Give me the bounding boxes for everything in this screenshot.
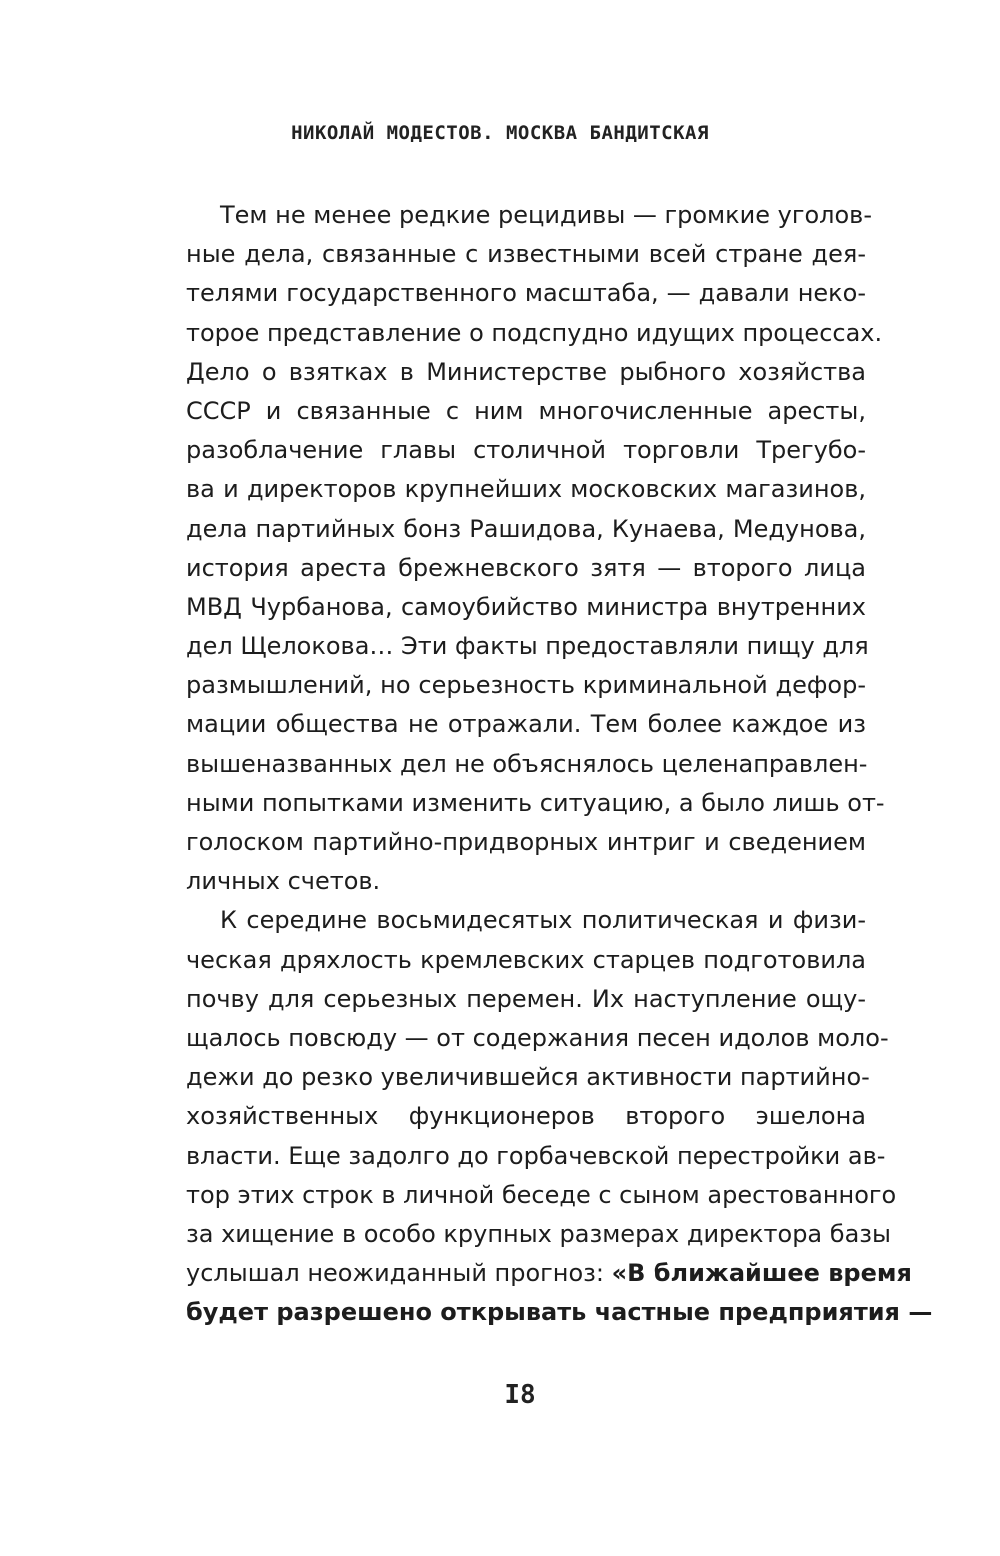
text-line: личных счетов. (186, 867, 381, 896)
paragraph-1 (186, 196, 885, 901)
text-line: К середине восьмидесятых политическая и физи- (220, 906, 866, 935)
text-line: ческая дряхлость кремлевских старцев подготовила (186, 945, 866, 974)
text-line: почву для серьезных перемен. Их наступление ощу- (186, 984, 866, 1013)
running-header: НИКОЛАЙ МОДЕСТОВ. МОСКВА БАНДИТСКАЯ (291, 122, 709, 144)
text-line: дежи до резко увеличившейся активности партийно- (186, 1063, 870, 1092)
text-line: история ареста брежневского зятя — второго лица (186, 553, 866, 582)
bold-text-line: будет разрешено открывать частные предприятия — (186, 1298, 933, 1327)
text-line: ва и директоров крупнейших московских магазинов, (186, 475, 866, 504)
text-line: СССР и связанные с ним многочисленные аресты, (186, 396, 866, 425)
bold-quote-start: «В ближайшее время (611, 1259, 912, 1288)
text-line: размышлений, но серьезность криминальной дефор- (186, 671, 866, 700)
text-line: за хищение в особо крупных размерах директора базы (186, 1219, 891, 1248)
text-segment: услышал неожиданный прогноз: (186, 1259, 612, 1288)
text-line: вышеназванных дел не объяснялось целенаправлен- (186, 749, 868, 778)
paragraph-2 (186, 901, 933, 1332)
text-line: телями государственного масштаба, — давали неко- (186, 279, 866, 308)
text-line: ные дела, связанные с известными всей стране дея- (186, 240, 866, 269)
text-line (186, 1254, 912, 1293)
text-line: хозяйственных функционеров второго эшелона (186, 1102, 866, 1131)
text-line: голоском партийно-придворных интриг и сведением (186, 828, 866, 856)
text-line: МВД Чурбанова, самоубийство министра внутренних (186, 592, 866, 621)
text-line: ными попытками изменить ситуацию, а было лишь от- (186, 788, 885, 817)
page-number: I8 (504, 1380, 536, 1410)
text-line: тор этих строк в личной беседе с сыном арестованного (186, 1180, 897, 1209)
text-line: Дело о взятках в Министерстве рыбного хозяйства (186, 357, 866, 386)
text-line: дел Щелокова… Эти факты предоставляли пищу для (186, 632, 869, 661)
body-text (186, 196, 933, 1332)
text-line: торое представление о подспудно идущих процессах. (186, 318, 883, 347)
text-line: власти. Еще задолго до горбачевской перестройки ав- (186, 1141, 886, 1170)
text-line: Тем не менее редкие рецидивы — громкие уголов- (220, 201, 872, 229)
text-line: щалось повсюду — от содержания песен идолов моло- (186, 1023, 889, 1052)
text-line: дела партийных бонз Рашидова, Кунаева, Медунова, (186, 514, 866, 543)
text-line: разоблачение главы столичной торговли Трегубо- (186, 436, 866, 465)
text-line: мации общества не отражали. Тем более каждое из (186, 710, 866, 739)
